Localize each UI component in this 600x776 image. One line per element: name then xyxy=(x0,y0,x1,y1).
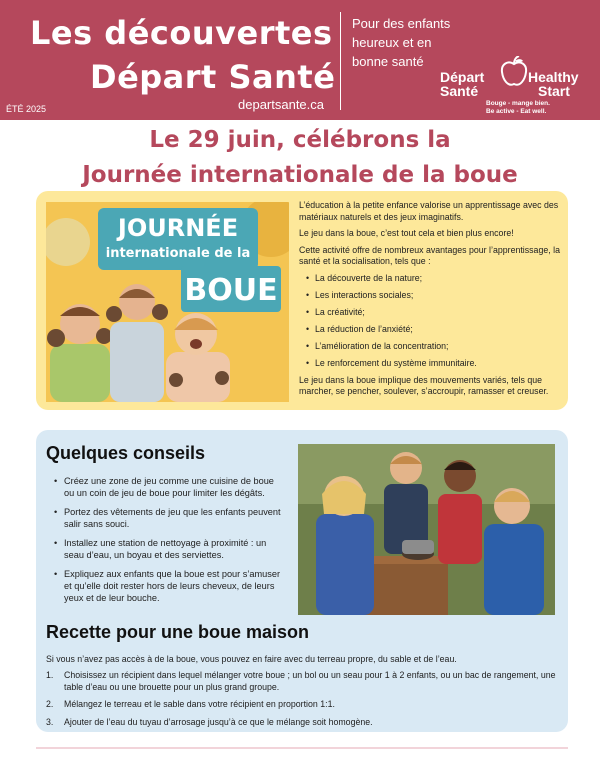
healthy-start-logo xyxy=(440,48,590,118)
benefit-item: • La créativité; xyxy=(299,307,561,319)
intro-closing: Le jeu dans la boue implique des mouvements variés, tels que marcher, se pencher, soulever, s’accroupir, ramasser et creuser. xyxy=(299,374,549,396)
logo-word-start: Start xyxy=(538,83,570,99)
logo-word-sante: Santé xyxy=(440,83,479,99)
benefit-item: • Les interactions sociales; xyxy=(299,290,561,302)
recipe-step xyxy=(46,670,556,693)
child-blonde xyxy=(316,476,374,615)
apple-icon xyxy=(500,56,528,88)
newsletter-title-line2: Départ Santé xyxy=(90,58,336,96)
banner-text-boue: BOUE xyxy=(184,273,278,308)
banner-text-journee: JOURNÉE xyxy=(117,214,239,242)
benefit-item: • La découverte de la nature; xyxy=(299,273,561,285)
headline-line2: Journée internationale de la boue xyxy=(82,162,518,188)
newsletter-title-line1: Les découvertes xyxy=(30,14,333,52)
headline-line1: Le 29 juin, célébrons la xyxy=(149,127,451,153)
tip-item: • Expliquez aux enfants que la boue est pour s’amuser et qu’elle doit rester hors de leurs cheveux, de leurs yeux et de leur bouche. xyxy=(46,568,286,604)
mud-day-banner-image xyxy=(46,202,289,402)
step-number: 1. xyxy=(46,670,54,680)
recipe-heading: Recette pour une boue maison xyxy=(46,622,310,642)
logo-slogan xyxy=(486,100,550,116)
child-red xyxy=(438,460,482,564)
step-text: Choisissez un récipient dans lequel mélanger votre boue ; un bol ou un seau pour 1 à 2 enfants, ou un bac de rangement, une table d’eau ou une brouette pour un plus grand groupe. xyxy=(64,670,556,692)
logo-name-fr xyxy=(440,70,484,98)
logo-name-en xyxy=(528,70,579,98)
tips-list xyxy=(46,475,286,611)
website-link[interactable]: departsante.ca xyxy=(238,97,325,112)
intro-paragraph: Cette activité offre de nombreux avantages pour l’apprentissage, la santé et la socialisation, tels que : xyxy=(299,244,560,266)
child-center xyxy=(384,452,428,554)
recipe-steps xyxy=(46,670,556,734)
benefit-item: • L’amélioration de la concentration; xyxy=(299,341,561,353)
newsletter-header xyxy=(0,0,600,120)
header-divider xyxy=(340,12,341,110)
issue-season: ÉTÉ 2025 xyxy=(6,104,47,114)
logo-slogan-en: Be active - Eat well. xyxy=(486,108,547,115)
tips-heading: Quelques conseils xyxy=(46,443,206,463)
intro-text xyxy=(299,200,561,403)
step-text: Ajouter de l’eau du tuyau d’arrosage jusqu’à ce que le mélange soit homogène. xyxy=(64,716,373,727)
step-text: Mélangez le terreau et le sable dans votre récipient en proportion 1:1. xyxy=(64,699,335,709)
recipe-step xyxy=(46,699,556,711)
tip-item: • Installez une station de nettoyage à proximité : un seau d’eau, un boyau et des serviettes. xyxy=(46,537,286,561)
step-number: 2. xyxy=(46,699,54,709)
intro-paragraph: Le jeu dans la boue, c’est tout cela et bien plus encore! xyxy=(299,228,514,238)
footer-divider xyxy=(36,747,568,749)
step-number: 3. xyxy=(46,716,54,727)
recipe-intro: Si vous n’avez pas accès à de la boue, vous pouvez en faire avec du terreau propre, du sable et de l’eau. xyxy=(46,654,457,664)
benefit-item: • Le renforcement du système immunitaire. xyxy=(299,358,561,370)
recipe-step xyxy=(46,717,556,729)
benefits-list xyxy=(299,273,561,370)
logo-word-depart: Départ xyxy=(440,69,485,85)
logo-word-healthy: Healthy xyxy=(528,69,579,85)
benefit-item: • La réduction de l’anxiété; xyxy=(299,324,561,336)
tip-item: • Créez une zone de jeu comme une cuisine de boue ou un coin de jeu de boue pour limiter les dégâts. xyxy=(46,475,286,499)
tagline: Pour des enfants heureux et en bonne santé xyxy=(352,16,451,69)
banner-text-internationale: internationale de la xyxy=(105,246,251,261)
tip-item: • Portez des vêtements de jeu que les enfants peuvent salir sans souci. xyxy=(46,506,286,530)
children-mud-kitchen-photo xyxy=(298,444,555,615)
intro-paragraph: L’éducation à la petite enfance valorise un apprentissage avec des matériaux naturels et des jeux imaginatifs. xyxy=(299,200,559,222)
logo-slogan-fr: Bouge - mange bien. xyxy=(486,100,550,107)
